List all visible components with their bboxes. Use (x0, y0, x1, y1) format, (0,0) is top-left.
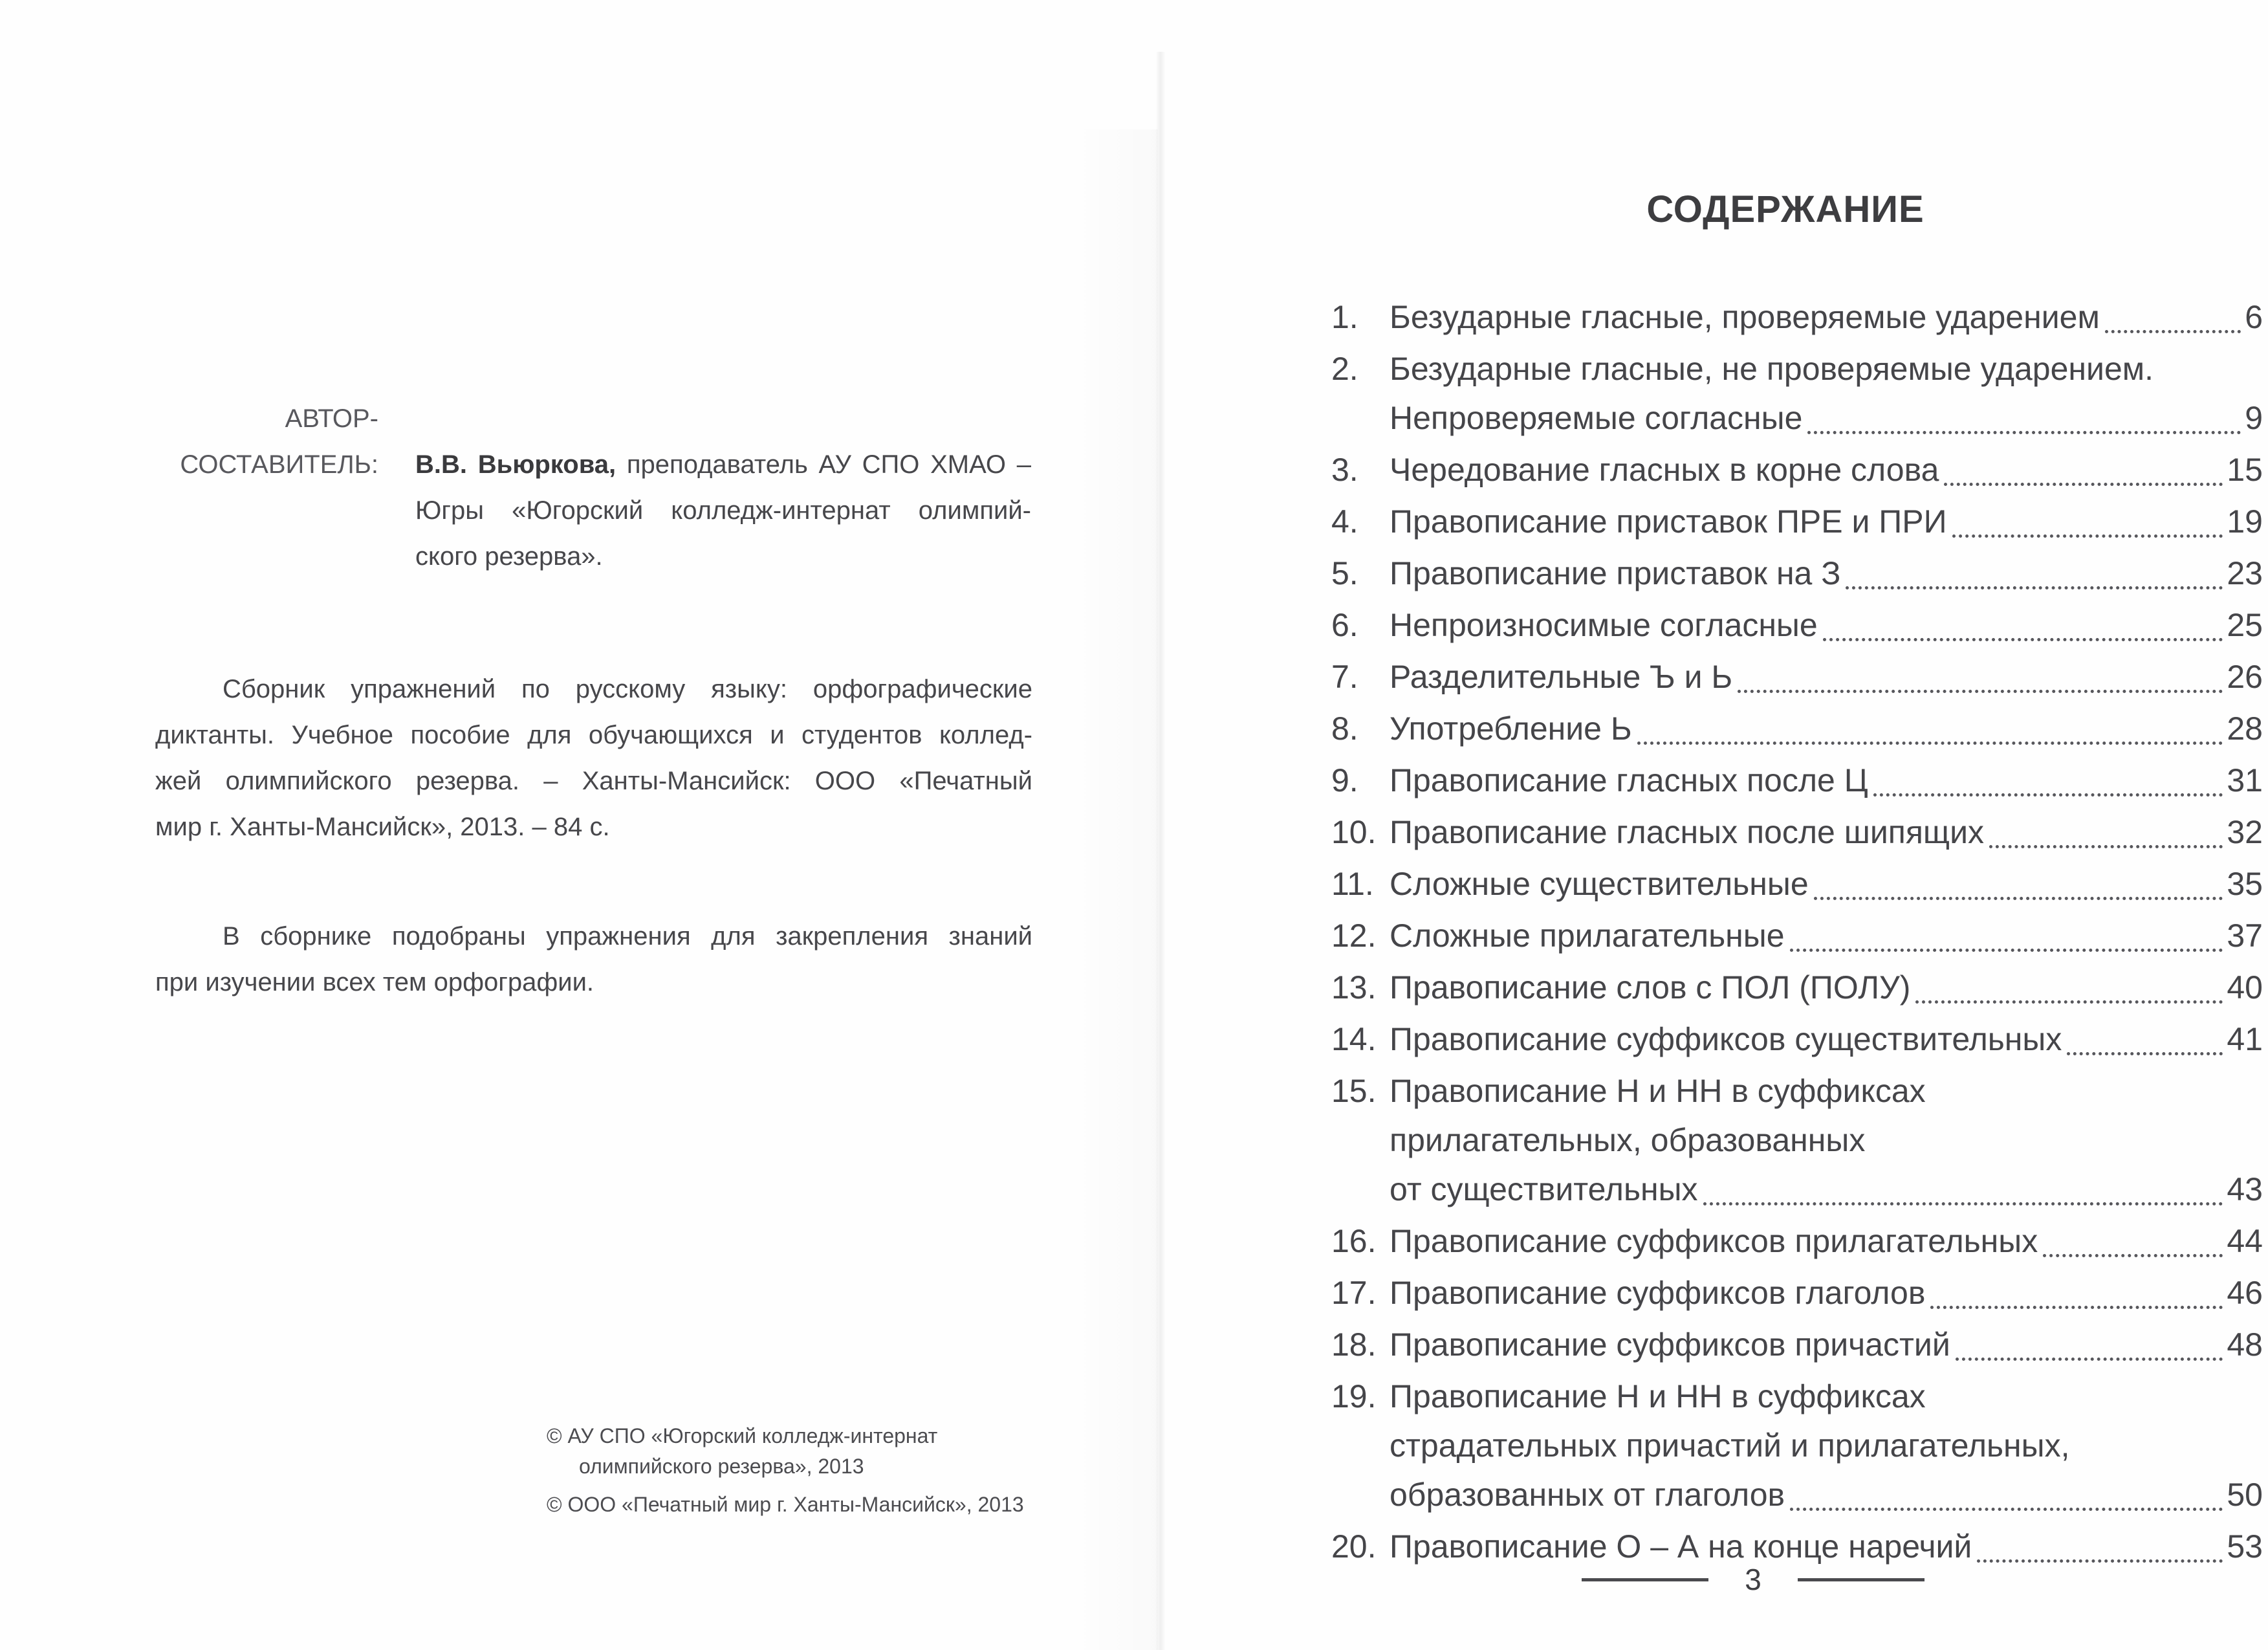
toc-item-number: 9. (1331, 762, 1358, 798)
toc-item-content (1390, 1015, 2263, 1064)
toc-page-number: 9 (2245, 400, 2263, 436)
toc-page-number: 37 (2227, 918, 2263, 954)
toc-item (1331, 756, 2263, 805)
author-title: преподаватель АУ СПО ХМАО – (616, 450, 1031, 479)
author-label-line: СОСТАВИТЕЛЬ: (180, 450, 378, 479)
biblio-line: мир г. Ханты-Мансийск», 2013. – 84 с. (155, 813, 610, 841)
toc-item-content (1390, 756, 2263, 805)
toc-page-number: 41 (2227, 1021, 2263, 1057)
toc-item-content (1390, 911, 2263, 960)
toc-item (1331, 549, 2263, 598)
toc-item-line: Правописание Н и НН в суффиксах (1390, 1378, 1926, 1414)
toc-item-content (1390, 1216, 2263, 1266)
toc-item-leader-line (1390, 1320, 2263, 1369)
toc-item (1331, 911, 2263, 960)
dot-leader (1956, 1358, 2223, 1361)
toc-item-text: Безударные гласные, проверяемые ударением (1390, 299, 2100, 335)
dot-leader (1989, 845, 2223, 848)
copyright-line: олимпийского резерва», 2013 (579, 1455, 864, 1478)
toc-item-leader-line (1390, 1268, 2263, 1317)
toc-page-number: 48 (2227, 1326, 2263, 1363)
dot-leader (1814, 897, 2223, 900)
toc-page-number: 26 (2227, 659, 2263, 695)
copyright-block (547, 1421, 1024, 1520)
toc-page-number: 23 (2227, 555, 2263, 591)
toc-item-number: 8. (1331, 710, 1358, 747)
toc-item-leader-line (1390, 497, 2263, 546)
toc-item-text: Сложные прилагательные (1390, 918, 1785, 954)
toc-item-leader-line (1390, 1165, 2263, 1214)
toc-page-number: 19 (2227, 503, 2263, 540)
dot-leader (1738, 690, 2223, 693)
page-number: 3 (1745, 1563, 1761, 1596)
toc-item-content (1390, 859, 2263, 908)
toc-item-leader-line (1390, 704, 2263, 753)
dot-leader (1703, 1202, 2223, 1205)
toc-item-text: Правописание гласных после Ц (1390, 762, 1868, 798)
toc-item-content (1390, 292, 2263, 342)
toc-item-line: Безударные гласные, не проверяемые ударением. (1390, 351, 2154, 387)
dot-leader (2043, 1254, 2223, 1257)
annotation-paragraph (155, 914, 1032, 1006)
toc-item-text: Употребление Ь (1390, 710, 1632, 747)
dot-leader (1807, 431, 2241, 434)
toc-item (1331, 704, 2263, 753)
toc-item-number: 7. (1331, 659, 1358, 695)
toc-page-number: 6 (2245, 299, 2263, 335)
toc-item-text: Сложные существительные (1390, 866, 1809, 902)
toc-item (1331, 445, 2263, 494)
toc-item-line: прилагательных, образованных (1390, 1122, 1866, 1158)
toc-item (1331, 600, 2263, 650)
author-credit (415, 442, 1031, 580)
toc-page-number: 28 (2227, 710, 2263, 747)
toc-item-number: 20. (1331, 1528, 1377, 1565)
toc-item-leader-line (1390, 292, 2263, 342)
toc-item-content (1390, 344, 2263, 443)
toc-item-content (1390, 1268, 2263, 1317)
toc-item-text: Непроверяемые согласные (1390, 400, 1803, 436)
toc-item-text: образованных от глаголов (1390, 1477, 1785, 1513)
toc-item-number: 18. (1331, 1326, 1377, 1363)
toc-item-text: Правописание приставок ПРЕ и ПРИ (1390, 503, 1947, 540)
biblio-line: Сборник упражнений по русскому языку: орфографические (223, 675, 1032, 703)
toc-item-text: Разделительные Ъ и Ь (1390, 659, 1733, 695)
footer-rule-right (1798, 1578, 1925, 1581)
dot-leader (1944, 483, 2223, 486)
toc-item-text: Правописание гласных после шипящих (1390, 814, 1984, 850)
toc-page-number: 15 (2227, 452, 2263, 488)
toc-item-text: от существительных (1390, 1171, 1698, 1207)
toc-item (1331, 808, 2263, 857)
toc-item-text: Правописание суффиксов прилагательных (1390, 1223, 2038, 1259)
toc-item-text: Непроизносимые согласные (1390, 607, 1818, 643)
dot-leader (1790, 1508, 2223, 1511)
toc-item-text: Правописание суффиксов причастий (1390, 1326, 1950, 1363)
toc-item-leader-line (1390, 600, 2263, 650)
copyright-line: © АУ СПО «Югорский колледж-интернат (547, 1424, 938, 1447)
dot-leader (1977, 1559, 2223, 1563)
toc-item-leader-line (1390, 652, 2263, 701)
toc-item-content (1390, 600, 2263, 650)
toc-item (1331, 1268, 2263, 1317)
toc-item (1331, 497, 2263, 546)
toc-item-number: 3. (1331, 452, 1358, 488)
toc-item (1331, 292, 2263, 342)
dot-leader (1873, 793, 2223, 797)
toc-item (1331, 344, 2263, 443)
toc-page-number: 31 (2227, 762, 2263, 798)
copyright-line: © ООО «Печатный мир г. Ханты-Мансийск», 2013 (547, 1493, 1024, 1516)
dot-leader (1637, 742, 2223, 745)
toc-item-number: 1. (1331, 299, 1358, 335)
toc-item-content (1390, 1320, 2263, 1369)
toc-item-number: 12. (1331, 918, 1377, 954)
annotation-line: при изучении всех тем орфографии. (155, 968, 594, 996)
toc-item-number: 2. (1331, 351, 1358, 387)
toc-item-leader-line (1390, 1216, 2263, 1266)
dot-leader (2067, 1052, 2223, 1055)
toc-item-text: Правописание суффиксов существительных (1390, 1021, 2062, 1057)
toc-item-leader-line (1390, 445, 2263, 494)
author-name: В.В. Вьюркова, (415, 450, 616, 479)
toc-item-number: 19. (1331, 1378, 1377, 1414)
toc-item-leader-line (1390, 1470, 2263, 1519)
toc-item-number: 11. (1331, 866, 1374, 902)
toc-page-number: 46 (2227, 1275, 2263, 1311)
author-credit-line: Югры «Югорский колледж-интернат олимпий- (415, 496, 1031, 525)
toc-page-number: 35 (2227, 866, 2263, 902)
toc-item-number: 13. (1331, 969, 1377, 1006)
toc-item-number: 17. (1331, 1275, 1377, 1311)
toc-item-content (1390, 549, 2263, 598)
toc-item-content (1390, 445, 2263, 494)
toc-item-content (1390, 1372, 2263, 1519)
dot-leader (1952, 534, 2223, 538)
toc-item-number: 4. (1331, 503, 1358, 540)
toc-item-number: 15. (1331, 1073, 1377, 1109)
toc-item (1331, 963, 2263, 1012)
toc-item (1331, 1372, 2263, 1519)
toc-page-number: 43 (2227, 1171, 2263, 1207)
toc-item-text: Правописание приставок на З (1390, 555, 1841, 591)
biblio-line: диктанты. Учебное пособие для обучающихся и студентов коллед- (155, 721, 1032, 749)
toc-item-content (1390, 1066, 2263, 1214)
toc-item (1331, 1320, 2263, 1369)
toc-item-content (1390, 704, 2263, 753)
toc-page-number: 53 (2227, 1528, 2263, 1565)
author-label (154, 396, 378, 488)
toc-item-text: Правописание слов с ПОЛ (ПОЛУ) (1390, 969, 1911, 1006)
toc-item (1331, 1216, 2263, 1266)
toc-item-number: 16. (1331, 1223, 1377, 1259)
dot-leader (1930, 1306, 2223, 1309)
toc-item-number: 14. (1331, 1021, 1377, 1057)
toc-title: СОДЕРЖАНИЕ (1646, 188, 1925, 230)
page-fold-shadow (1155, 52, 1166, 1650)
author-credit-line: ского резерва». (415, 542, 603, 571)
toc-item-number: 6. (1331, 607, 1358, 643)
toc-item-line: страдательных причастий и прилагательных, (1390, 1427, 2070, 1464)
toc-item (1331, 652, 2263, 701)
toc-item-leader-line (1390, 1015, 2263, 1064)
toc-item-number: 10. (1331, 814, 1377, 850)
table-of-contents (1331, 292, 2263, 1574)
toc-item-content (1390, 808, 2263, 857)
toc-item (1331, 859, 2263, 908)
toc-item-leader-line (1390, 549, 2263, 598)
toc-item-leader-line (1390, 963, 2263, 1012)
author-label-line: АВТОР- (285, 404, 378, 433)
dot-leader (1915, 1000, 2223, 1004)
toc-item-leader-line (1390, 859, 2263, 908)
toc-page-number: 44 (2227, 1223, 2263, 1259)
dot-leader (1846, 586, 2223, 589)
toc-item-line: Правописание Н и НН в суффиксах (1390, 1073, 1926, 1109)
toc-item-content (1390, 497, 2263, 546)
page-footer (1582, 1561, 1925, 1598)
biblio-line: жей олимпийского резерва. – Ханты-Мансийск: ООО «Печатный (155, 767, 1032, 795)
toc-item-content (1390, 652, 2263, 701)
toc-item (1331, 1015, 2263, 1064)
dot-leader (1790, 949, 2223, 952)
author-credit-line (415, 442, 1031, 488)
toc-item (1331, 1066, 2263, 1214)
toc-page-number: 25 (2227, 607, 2263, 643)
footer-rule-left (1582, 1578, 1708, 1581)
toc-page-number: 50 (2227, 1477, 2263, 1513)
toc-item-number: 5. (1331, 555, 1358, 591)
page-curve-shading (1074, 129, 1158, 1650)
toc-item-text: Правописание О – А на конце наречий (1390, 1528, 1972, 1565)
toc-page-number: 32 (2227, 814, 2263, 850)
dot-leader (1823, 638, 2223, 641)
toc-item-leader-line (1390, 808, 2263, 857)
toc-item-text: Чередование гласных в корне слова (1390, 452, 1939, 488)
toc-item-content (1390, 963, 2263, 1012)
dot-leader (2105, 330, 2241, 333)
bibliographic-description (155, 666, 1032, 850)
toc-item-leader-line (1390, 393, 2263, 443)
annotation-line: В сборнике подобраны упражнения для закрепления знаний (223, 922, 1032, 951)
toc-item-leader-line (1390, 756, 2263, 805)
toc-page-number: 40 (2227, 969, 2263, 1006)
toc-item-text: Правописание суффиксов глаголов (1390, 1275, 1926, 1311)
toc-item-leader-line (1390, 911, 2263, 960)
